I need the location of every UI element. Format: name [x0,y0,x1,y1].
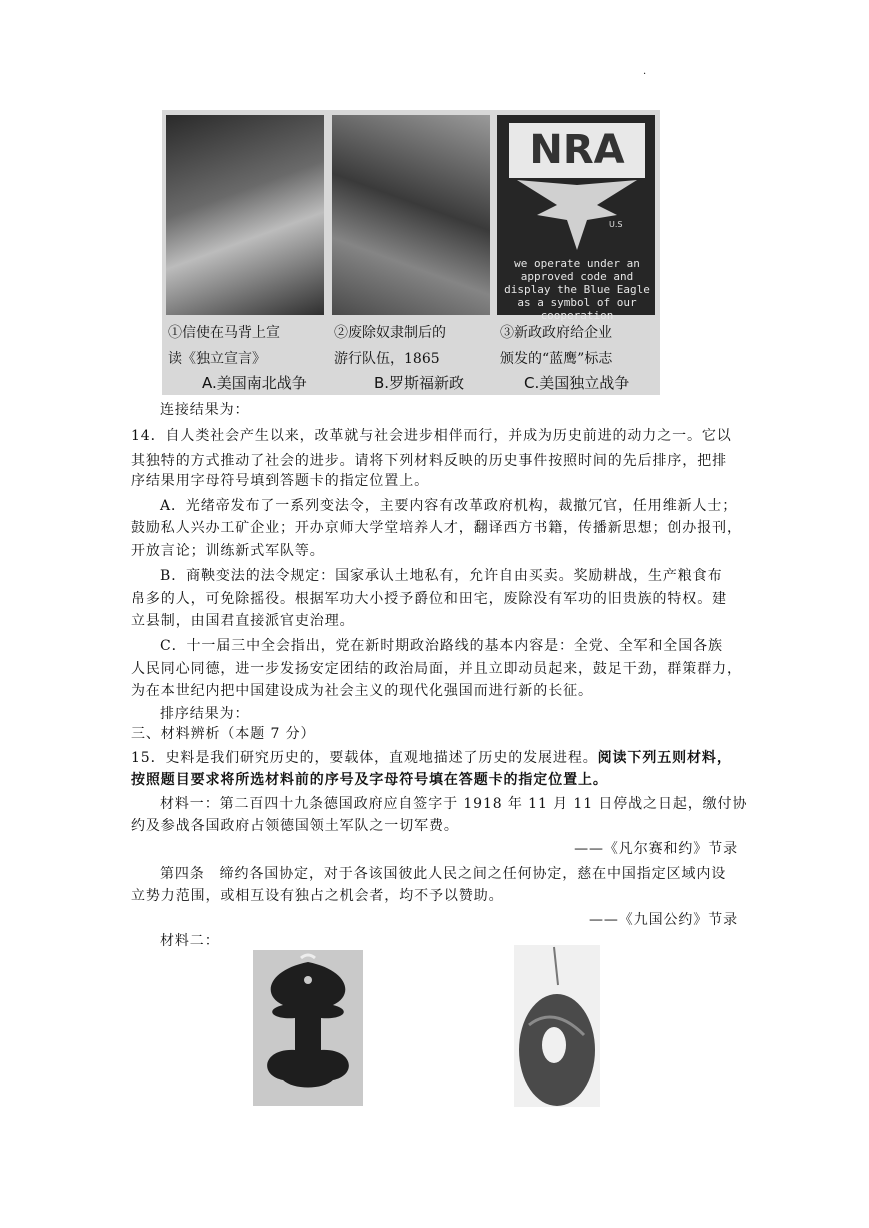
jade-pendant-image-1 [253,950,363,1106]
material-c: C．十一届三中全会指出，党在新时期政治路线的基本内容是：全党、全军和全国各族 [160,638,723,654]
question-15-instruction: 按照题目要求将所选材料前的序号及字母符号填在答题卡的指定位置上。 [131,772,608,788]
picture-panel-parade [332,115,490,315]
picture-panel-nra-poster [497,115,655,322]
caption-2: ②废除奴隶制后的 游行队伍，1865 [334,325,446,367]
material-1: 约及参战各国政府占领德国领土军队之一切军费。 [131,818,459,834]
material-b: 帛多的人，可免除摇役。根据军功大小授予爵位和田宅，废除没有军功的旧贵族的特权。建 [131,591,727,607]
question-14-text: 序结果用字母符号填到答题卡的指定位置上。 [131,473,429,489]
corner-mark: . [643,66,647,77]
material-c: 人民同心同德，进一步发扬安定团结的政治局面，并且立即动员起来，鼓足干劲，群策群力， [131,661,742,677]
question-14-text: 14．自人类社会产生以来，改革就与社会进步相伴而行，并成为历史前进的动力之一。它以 [131,428,732,444]
question-15-text: 15．史料是我们研究历史的，要载体，直观地描述了历史的发展进程。阅读下列五则材料， [131,750,732,766]
answer-line-14: 排序结果为： [160,706,250,722]
material-a: 鼓励私人兴办工矿企业；开办京师大学堂培养人才，翻译西方书籍，传播新思想；创办报刊， [131,520,742,536]
option-c: C.美国独立战争 [524,374,630,392]
material-2-label: 材料二： [160,933,220,949]
question-14-text: 其独特的方式推动了社会的进步。请将下列材料反映的历史事件按照时间的先后排序，把排 [131,453,727,469]
option-a: A.美国南北战争 [202,374,307,392]
caption-3: ③新政政府给企业 颁发的“蓝鹰”标志 [500,325,613,367]
jade-pendant-image-2 [514,945,600,1107]
material-a: 开放言论；训练新式军队等。 [131,543,325,559]
material-1: 材料一：第二百四十九条德国政府应自签字于 1918 年 11 月 11 日停战之日起，缴付协 [160,796,748,812]
nra-small-label: U.S [609,220,623,229]
blue-eagle-icon [497,175,657,255]
caption-1: ①信使在马背上宣 读《独立宣言》 [168,325,280,367]
material-a: A．光绪帝发布了一系列变法令，主要内容有改革政府机构，裁撤冗官，任用维新人士； [160,498,738,514]
answer-line-13: 连接结果为： [160,402,250,418]
history-picture-matching [162,110,660,395]
option-b: B.罗斯福新政 [374,374,465,392]
source-nine-power: ——《九国公约》节录 [589,912,738,928]
section-heading: 三、材料辨析（本题 7 分） [131,726,316,742]
material-b: B．商鞅变法的法令规定：国家承认土地私有，允许自由买卖。奖励耕战，生产粮食布 [160,568,723,584]
source-versailles: ——《凡尔赛和约》节录 [574,841,738,857]
nra-slogan: we operate under an approved code and display the Blue Eagle as a symbol of our cooperation [504,257,650,322]
material-1-article4: 立势力范围，或相互设有独占之机会者，均不予以赞助。 [131,888,504,904]
nra-logo: NRA [509,123,645,178]
material-1-article4: 第四条 缔约各国协定，对于各该国彼此人民之间之任何协定，慈在中国指定区域内设 [160,866,727,882]
picture-panel-declaration [166,115,324,315]
material-c: 为在本世纪内把中国建设成为社会主义的现代化强国而进行新的长征。 [131,683,593,699]
material-b: 立县制，由国君直接派官吏治理。 [131,613,355,629]
